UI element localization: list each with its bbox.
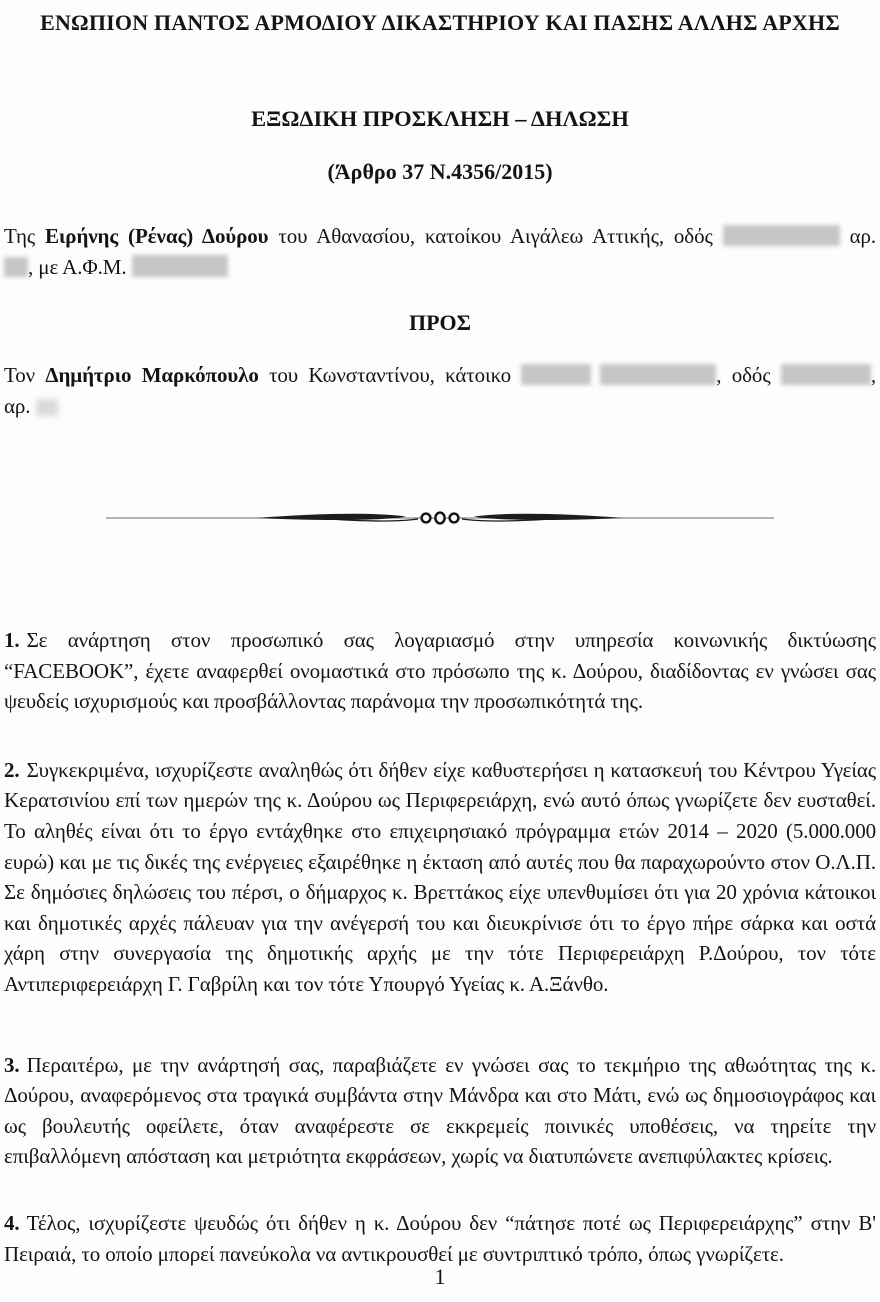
paragraph-4-text: Τέλος, ισχυρίζεστε ψευδώς ότι δήθεν η κ. Δούρου δεν “πάτησε ποτέ ως Περιφερειάρχης” στην Β' Πειραιά, το οποίο μπορεί πανεύκολα να αντικρουσθεί με συντριπτικό τρόπο, όπως γνωρίζετε. <box>4 1210 876 1266</box>
recipient-street-label: , οδός <box>716 363 781 387</box>
sender-details: του Αθανασίου, κατοίκου Αιγάλεω Αττικής, οδός <box>268 224 723 248</box>
body-paragraph-2 <box>4 755 876 1000</box>
sender-prefix: Της <box>4 224 45 248</box>
paragraph-3-number: 3. <box>4 1052 20 1077</box>
recipient-prefix: Τον <box>4 363 46 387</box>
recipient-details: του Κωνσταντίνου, κάτοικο <box>258 363 522 387</box>
sender-afm-label: , με Α.Φ.Μ. <box>28 254 132 279</box>
ornamental-divider <box>4 509 876 527</box>
recipient-number-label: αρ. <box>4 393 36 418</box>
court-header: ΕΝΩΠΙΟΝ ΠΑΝΤΟΣ ΑΡΜΟΔΙΟΥ ΔΙΚΑΣΤΗΡΙΟΥ ΚΑΙ ΠΑΣΗΣ ΑΛΛΗΣ ΑΡΧΗΣ <box>40 10 840 35</box>
page-number: 1 <box>434 1264 446 1289</box>
redacted-sender-street-number <box>4 257 28 277</box>
recipient-line-2 <box>4 391 876 422</box>
sender-name: Ειρήνης (Ρένας) Δούρου <box>44 224 269 248</box>
body-paragraph-3 <box>4 1050 876 1172</box>
paragraph-2-text: Συγκεκριμένα, ισχυρίζεστε αναληθώς ότι δήθεν είχε καθυστερήσει η κατασκευή του Κέντρου Υγείας Κερατσινίου επί των ημερών της κ. Δούρου ως Περιφερειάρχη, ενώ αυτό όπως γνωρίζετε δεν ευσταθεί. Το αληθές είναι ότι το έργο εντάχθηκε στο επιχειρησιακό πρόγραμμα ετών 2014 – 2020 (5.000.000 ευρώ) και με τις δικές της ενέργειες εξαιρέθηκε η έκταση από αυτές που θα παραχωρούντο στον Ο.Λ.Π. Σε δημόσιες δηλώσεις του πέρσι, ο δήμαρχος κ. Βρεττάκος είχε υπενθυμίσει ότι για 20 χρόνια κάτοικοι και δημοτικές αρχές πάλευαν για την ανέγερσή του και διευκρίνισε ότι το έργο πήρε σάρκα και οστά χάρη στην συνεργασία της δημοτικής αρχής με την τότε Περιφερειάρχη Ρ.Δούρου, τον τότε Αντιπεριφερειάρχη Γ. Γαβρίλη και τον τότε Υπουργό Υγείας κ. Α.Ξάνθο. <box>4 757 876 996</box>
sender-line-1 <box>4 221 876 252</box>
recipient-line-1 <box>4 360 876 391</box>
paragraph-1-text: Σε ανάρτηση στον προσωπικό σας λογαριασμό στην υπηρεσία κοινωνικής δικτύωσης “FACEBOOK”, έχετε αναφερθεί ονομαστικά στο πρόσωπο της κ. Δούρου, διαδίδοντας εν γνώσει σας ψευδείς ισχυρισμούς και προσβάλλοντας παράνομα την προσωπικότητά της. <box>4 628 876 714</box>
redacted-recipient-street <box>781 364 871 385</box>
pros-heading: ΠΡΟΣ <box>408 310 472 335</box>
body-paragraph-1 <box>4 625 876 717</box>
divider-flourish-icon <box>106 509 774 527</box>
sender-line-2 <box>4 252 876 283</box>
redacted-sender-afm <box>132 255 228 277</box>
law-reference: (Άρθρο 37 Ν.4356/2015) <box>327 159 553 184</box>
redacted-sender-street <box>723 225 840 246</box>
redacted-recipient-city-2 <box>600 364 716 385</box>
paragraph-2-number: 2. <box>4 757 20 782</box>
redacted-recipient-city-1 <box>521 364 591 385</box>
sender-number-label: αρ. <box>839 224 876 248</box>
paragraph-3-text: Περαιτέρω, με την ανάρτησή σας, παραβιάζετε εν γνώσει σας το τεκμήριο της αθωότητας της κ. Δούρου, αναφερόμενος στα τραγικά συμβάντα στην Μάνδρα και στο Μάτι, ενώ ως δημοσιογράφος και ως βουλευτής οφείλετε, όταν αναφέρεστε σε εκκρεμείς ποινικές υποθέσεις, να τηρείτε την επιβαλλόμενη απόσταση και μετριότητα εκφράσεων, χωρίς να διατυπώνετε ανεπιφύλακτες κρίσεις. <box>4 1052 876 1169</box>
paragraph-4-number: 4. <box>4 1210 20 1235</box>
redacted-recipient-street-number <box>36 399 58 416</box>
paragraph-1-number: 1. <box>4 628 20 652</box>
recipient-paragraph <box>4 360 876 421</box>
body-paragraph-4 <box>4 1208 876 1269</box>
recipient-comma: , <box>870 363 876 387</box>
sender-paragraph <box>4 221 876 282</box>
recipient-name: Δημήτριο Μαρκόπουλο <box>45 363 259 387</box>
document-title: ΕΞΩΔΙΚΗ ΠΡΟΣΚΛΗΣΗ – ΔΗΛΩΣΗ <box>251 106 629 131</box>
